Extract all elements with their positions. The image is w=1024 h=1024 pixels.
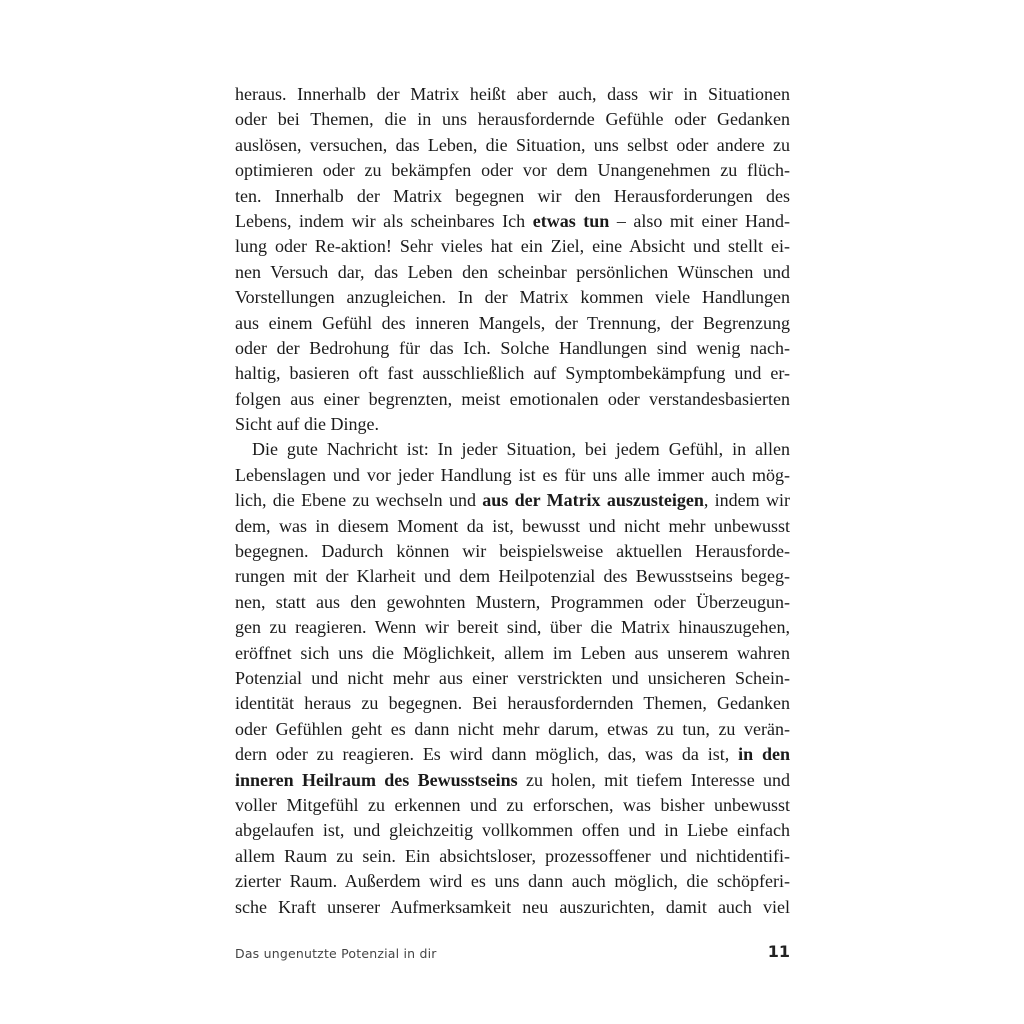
text-run: folgen aus einer begrenzten, meist emotionalen oder verstandesbasierten — [235, 388, 790, 409]
text-line — [235, 412, 790, 437]
text-line — [235, 666, 790, 691]
text-line — [235, 82, 790, 107]
text-run: – also mit einer Hand- — [609, 210, 790, 231]
text-run: sche Kraft unserer Aufmerksamkeit neu auszurichten, damit auch viel — [235, 896, 790, 917]
text-run: rungen mit der Klarheit und dem Heilpotenzial des Bewusstseins begeg- — [235, 566, 790, 587]
body-text — [235, 82, 790, 920]
text-run: lung oder Re-aktion! Sehr vieles hat ein Ziel, eine Absicht und stellt ei- — [235, 236, 790, 257]
text-line — [235, 133, 790, 158]
text-run: oder bei Themen, die in uns herausfordernde Gefühle oder Gedanken — [235, 109, 790, 130]
emphasized-text: in den — [738, 744, 790, 765]
text-line — [235, 260, 790, 285]
text-run: zu holen, mit tiefem Interesse und — [517, 769, 790, 790]
text-line — [235, 361, 790, 386]
text-line — [235, 463, 790, 488]
text-run: lich, die Ebene zu wechseln und — [235, 490, 483, 511]
text-line — [235, 691, 790, 716]
emphasized-text: aus der Matrix auszusteigen — [482, 490, 704, 511]
text-run: aus einem Gefühl des inneren Mangels, der Trennung, der Begrenzung — [235, 312, 790, 333]
text-line — [235, 437, 790, 462]
emphasized-text: etwas tun — [532, 210, 610, 231]
text-run: allem Raum zu sein. Ein absichtsloser, prozessoffener und nichtidentifi- — [235, 845, 790, 866]
text-line — [235, 742, 790, 767]
text-line — [235, 285, 790, 310]
running-footer-title: Das ungenutzte Potenzial in dir — [235, 946, 437, 961]
text-run: dem, was in diesem Moment da ist, bewusst und nicht mehr unbewusst — [235, 515, 790, 536]
text-line — [235, 336, 790, 361]
text-line — [235, 590, 790, 615]
text-run: Die gute Nachricht ist: In jeder Situation, bei jedem Gefühl, in allen — [252, 439, 790, 460]
text-run: Potenzial und nicht mehr aus einer verstrickten und unsicheren Schein- — [235, 667, 790, 688]
text-run: heraus. Innerhalb der Matrix heißt aber auch, dass wir in Situationen — [235, 84, 790, 104]
text-run: , indem wir — [703, 490, 790, 511]
text-line — [235, 717, 790, 742]
text-line — [235, 641, 790, 666]
text-line — [235, 844, 790, 869]
text-run: optimieren oder zu bekämpfen oder vor dem Unangenehmen zu flüch- — [235, 160, 790, 181]
text-run: oder Gefühlen geht es dann nicht mehr darum, etwas zu tun, zu verän- — [235, 718, 790, 739]
text-run: haltig, basieren oft fast ausschließlich auf Symptombekämpfung und er- — [235, 363, 790, 384]
text-line — [235, 768, 790, 793]
text-line — [235, 818, 790, 843]
text-run: eröffnet sich uns die Möglichkeit, allem im Leben aus unserem wahren — [235, 642, 790, 663]
text-line — [235, 895, 790, 920]
text-run: identität heraus zu begegnen. Bei herausfordernden Themen, Gedanken — [235, 693, 790, 714]
text-run: Lebenslagen und vor jeder Handlung ist es für uns alle immer auch mög- — [235, 464, 790, 485]
text-run: Lebens, indem wir als scheinbares Ich — [235, 210, 533, 231]
text-run: dern oder zu reagieren. Es wird dann möglich, das, was da ist, — [235, 744, 739, 765]
text-run: abgelaufen ist, und gleichzeitig vollkommen offen und in Liebe einfach — [235, 820, 790, 841]
text-line — [235, 514, 790, 539]
text-line — [235, 209, 790, 234]
text-line — [235, 539, 790, 564]
text-line — [235, 158, 790, 183]
text-line — [235, 615, 790, 640]
text-run: gen zu reagieren. Wenn wir bereit sind, über die Matrix hinauszugehen, — [235, 617, 790, 638]
text-line — [235, 107, 790, 132]
text-run: begegnen. Dadurch können wir beispielsweise aktuellen Herausforde- — [235, 541, 790, 562]
text-run: oder der Bedrohung für das Ich. Solche Handlungen sind wenig nach- — [235, 337, 790, 358]
text-run: Vorstellungen anzugleichen. In der Matrix kommen viele Handlungen — [235, 287, 790, 308]
text-run: ten. Innerhalb der Matrix begegnen wir den Herausforderungen des — [235, 185, 790, 206]
text-run: nen, statt aus den gewohnten Mustern, Programmen oder Überzeugun- — [235, 591, 790, 612]
text-run: Sicht auf die Dinge. — [235, 414, 379, 435]
text-run: zierter Raum. Außerdem wird es uns dann auch möglich, die schöpferi- — [235, 871, 790, 892]
text-line — [235, 387, 790, 412]
text-line — [235, 311, 790, 336]
text-line — [235, 869, 790, 894]
text-line — [235, 793, 790, 818]
emphasized-text: inneren Heilraum des Bewusstseins — [235, 769, 518, 790]
text-line — [235, 184, 790, 209]
text-run: auslösen, versuchen, das Leben, die Situation, uns selbst oder andere zu — [235, 134, 790, 155]
text-run: voller Mitgefühl zu erkennen und zu erforschen, was bisher unbewusst — [235, 794, 790, 815]
text-line — [235, 564, 790, 589]
text-line — [235, 488, 790, 513]
text-line — [235, 234, 790, 259]
page-number: 11 — [767, 942, 790, 961]
text-run: nen Versuch dar, das Leben den scheinbar persönlichen Wünschen und — [235, 261, 790, 282]
